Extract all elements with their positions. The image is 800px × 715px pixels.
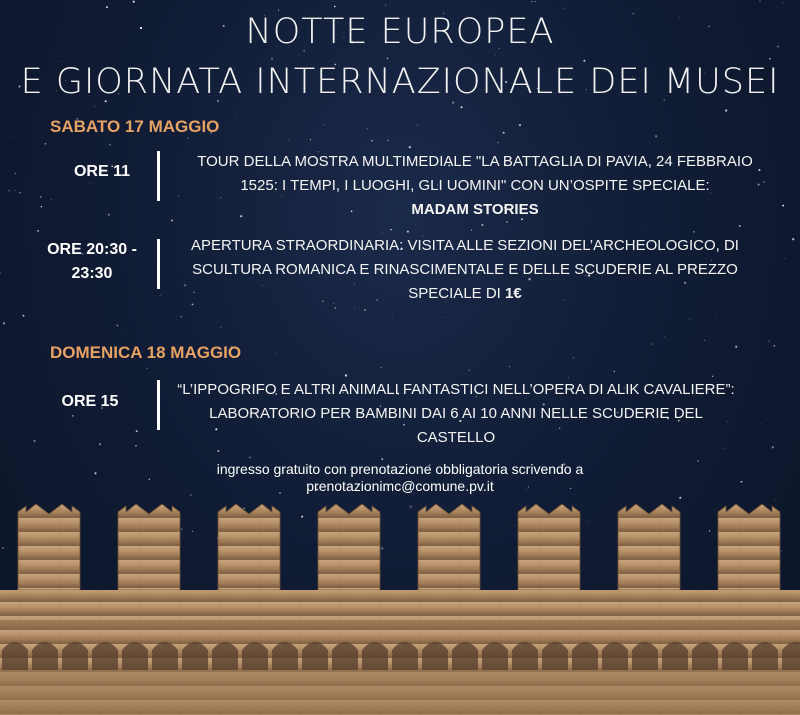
star xyxy=(136,430,138,432)
star xyxy=(523,4,524,5)
star xyxy=(417,125,418,126)
arch xyxy=(2,642,28,670)
star xyxy=(461,106,463,108)
star xyxy=(335,307,337,309)
star xyxy=(45,143,47,145)
event-1-description xyxy=(185,150,765,222)
star xyxy=(99,443,101,445)
arch xyxy=(752,642,778,670)
star xyxy=(354,307,355,308)
star xyxy=(160,295,161,296)
arch xyxy=(62,642,88,670)
star xyxy=(381,367,383,369)
star xyxy=(535,1,536,2)
star xyxy=(497,142,498,143)
arch xyxy=(692,642,718,670)
merlon xyxy=(318,504,380,590)
arch xyxy=(152,642,178,670)
star xyxy=(767,288,768,289)
event-1-divider xyxy=(157,151,160,201)
star xyxy=(509,366,510,367)
star xyxy=(782,205,784,207)
star xyxy=(759,0,760,1)
star xyxy=(387,140,388,141)
star xyxy=(503,132,505,134)
star xyxy=(221,327,222,328)
star xyxy=(288,140,289,141)
day-1-label: SABATO 17 MAGGIO xyxy=(50,117,220,136)
star xyxy=(23,315,25,317)
star xyxy=(407,231,409,233)
star xyxy=(655,135,657,137)
star xyxy=(785,258,786,259)
star xyxy=(468,369,469,370)
merlon xyxy=(718,504,780,590)
event-2-divider xyxy=(157,239,160,289)
star xyxy=(382,232,383,233)
star xyxy=(495,55,496,56)
star xyxy=(249,457,250,458)
title-line-1: NOTTE EUROPEA xyxy=(245,12,555,52)
star xyxy=(371,140,373,142)
star xyxy=(171,219,173,221)
arch xyxy=(662,642,688,670)
star xyxy=(310,139,311,140)
event-2-time: ORE 20:30 - 23:30 xyxy=(47,241,137,282)
event-3-time: ORE 15 xyxy=(61,393,119,410)
event-3-description: “L’IPPOGRIFO E ALTRI ANIMALI FANTASTICI NELL’OPERA DI ALIK CAVALIERE”: LABORATORIO PER BAMBINI DAI 6 AI 10 ANNI NELLE SCUDERIE DEL CASTELLO xyxy=(177,381,735,446)
star xyxy=(739,225,741,227)
star xyxy=(106,6,108,8)
star xyxy=(19,192,21,194)
arch xyxy=(452,642,478,670)
star xyxy=(614,371,616,373)
event-1-text: TOUR DELLA MOSTRA MULTIMEDIALE "LA BATTAGLIA DI PAVIA, 24 FEBBRAIO 1525: I TEMPI, I LUOGHI, GLI UOMINI" CON UN’OSPITE SPECIALE: xyxy=(197,153,753,194)
star xyxy=(760,423,761,424)
arch xyxy=(242,642,268,670)
arch xyxy=(542,642,568,670)
star xyxy=(769,341,770,342)
event-1-time: ORE 11 xyxy=(73,163,131,180)
arch xyxy=(572,642,598,670)
merlon xyxy=(518,504,580,590)
star xyxy=(178,196,179,197)
star xyxy=(271,58,273,60)
star xyxy=(109,144,111,146)
event-2-text: APERTURA STRAORDINARIA: VISITA ALLE SEZIONI DEL’ARCHEOLOGICO, DI SCULTURA ROMANICA E RINASCIMENTALE E DELLE SCUDERIE AL PREZZO SPECIALE DI xyxy=(191,237,739,302)
arch xyxy=(272,642,298,670)
star xyxy=(642,230,643,231)
star xyxy=(387,58,388,59)
star xyxy=(51,199,52,200)
star xyxy=(180,316,182,318)
star xyxy=(72,415,74,417)
star xyxy=(573,357,574,358)
star xyxy=(481,224,483,226)
day-2-label: DOMENICA 18 MAGGIO xyxy=(50,343,242,362)
star xyxy=(0,272,1,273)
star xyxy=(33,440,35,442)
merlon xyxy=(18,504,80,590)
star xyxy=(94,106,95,107)
star xyxy=(323,124,324,125)
star xyxy=(735,346,737,348)
star xyxy=(392,314,393,315)
arch xyxy=(722,642,748,670)
star xyxy=(135,445,137,447)
arch xyxy=(302,642,328,670)
event-1-highlight: MADAM STORIES xyxy=(411,201,539,218)
event-2-highlight: 1€ xyxy=(505,285,522,302)
star xyxy=(772,446,774,448)
star xyxy=(712,376,713,377)
star xyxy=(334,6,336,8)
merlon xyxy=(418,504,480,590)
star xyxy=(664,336,665,337)
star xyxy=(133,1,135,3)
arch xyxy=(122,642,148,670)
star xyxy=(689,318,690,319)
star xyxy=(187,137,188,138)
star xyxy=(124,335,125,336)
event-3-divider xyxy=(157,380,160,430)
booking-note: ingresso gratuito con prenotazione obbligatoria scrivendo a xyxy=(216,461,584,477)
arch xyxy=(212,642,238,670)
star xyxy=(276,353,277,354)
star xyxy=(769,58,770,59)
event-2-description xyxy=(170,234,760,306)
arch xyxy=(482,642,508,670)
star xyxy=(390,229,391,230)
star xyxy=(15,190,16,191)
star xyxy=(725,109,727,111)
star xyxy=(471,230,472,231)
star xyxy=(792,238,794,240)
star xyxy=(217,450,219,452)
title-line-2: E GIORNATA INTERNAZIONALE DEI MUSEI xyxy=(20,62,780,102)
star xyxy=(409,146,411,148)
arch xyxy=(182,642,208,670)
star xyxy=(715,318,716,319)
star xyxy=(563,8,564,9)
arch xyxy=(602,642,628,670)
star xyxy=(704,340,705,341)
star xyxy=(651,343,653,345)
star xyxy=(147,368,148,369)
star xyxy=(40,196,41,197)
star xyxy=(108,214,110,216)
castle-battlements-illustration xyxy=(0,490,800,715)
star xyxy=(117,325,119,327)
arch xyxy=(332,642,358,670)
star xyxy=(8,190,10,192)
star xyxy=(345,374,347,376)
star xyxy=(445,317,446,318)
booking-email[interactable]: prenotazionimc@comune.pv.it xyxy=(306,478,494,494)
star xyxy=(278,10,279,11)
star xyxy=(10,137,11,138)
arch xyxy=(512,642,538,670)
star xyxy=(774,345,775,346)
star xyxy=(3,322,5,324)
arch xyxy=(32,642,58,670)
star xyxy=(783,3,784,4)
star xyxy=(531,1,532,2)
star xyxy=(778,160,779,161)
arch xyxy=(422,642,448,670)
merlon xyxy=(618,504,680,590)
star xyxy=(37,230,39,232)
arch xyxy=(632,642,658,670)
merlon xyxy=(218,504,280,590)
star xyxy=(15,173,17,175)
arch xyxy=(392,642,418,670)
star xyxy=(693,231,694,232)
star xyxy=(367,128,368,129)
star xyxy=(364,309,366,311)
star xyxy=(236,115,237,116)
merlon xyxy=(118,504,180,590)
star xyxy=(385,5,386,6)
star xyxy=(519,124,521,126)
star xyxy=(41,206,42,207)
arch xyxy=(92,642,118,670)
arch xyxy=(362,642,388,670)
